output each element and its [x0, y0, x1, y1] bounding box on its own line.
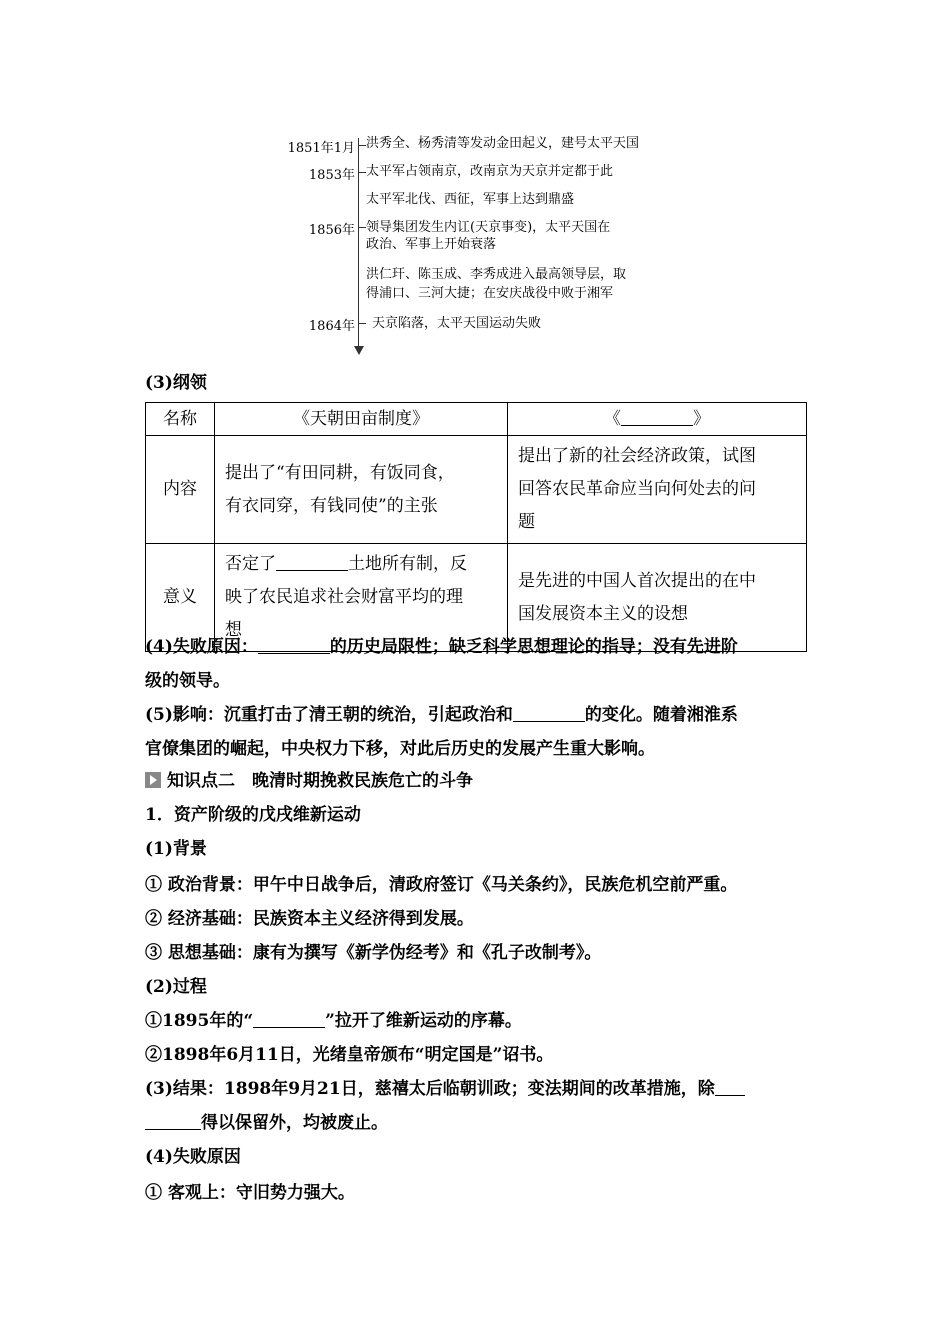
text-span: (5)影响：沉重打击了清王朝的统治，引起政治和: [145, 705, 513, 725]
timeline-axis: [358, 138, 359, 348]
fill-blank[interactable]: [253, 1007, 325, 1028]
text-span: 的历史局限性；缺乏科学思想理论的指导；没有先进阶: [329, 637, 738, 657]
timeline-tick: [358, 145, 366, 146]
cell-line: 有衣同穿，有钱同使”的主张: [225, 495, 438, 516]
knowledge-point-heading: [145, 764, 810, 798]
result-paragraph: [145, 1072, 810, 1106]
cell-line: 国发展资本主义的设想: [518, 603, 688, 624]
timeline-event: 天京陷落，太平天国运动失败: [372, 316, 542, 331]
text-span: ”拉开了维新运动的序幕。: [325, 1011, 522, 1031]
timeline-event: 得浦口、三河大捷；在安庆战役中败于湘军: [366, 286, 614, 301]
background-item: ① 政治背景：甲午中日战争后，清政府签订《马关条约》，民族危机空前严重。: [145, 875, 738, 895]
timeline-tick: [358, 227, 366, 228]
cell-line: 提出了“有田同耕，有饭同食，: [225, 462, 455, 483]
cell-text: 否定了: [225, 554, 276, 574]
cell-line: 回答农民革命应当向何处去的问: [518, 479, 756, 499]
timeline-tick: [358, 172, 366, 173]
process-item: [145, 1004, 810, 1038]
table-header-cell: [508, 403, 807, 436]
timeline-year: 1853年: [308, 168, 355, 183]
text-span: (4)失败原因：: [145, 637, 258, 657]
background-item: ② 经济基础：民族资本主义经济得到发展。: [145, 909, 474, 929]
bracket-right: 》: [693, 409, 710, 429]
cell-line: 想: [225, 620, 242, 640]
timeline-tick: [358, 323, 366, 324]
timeline-event: 太平军占领南京，改南京为天京并定都于此: [366, 164, 614, 179]
table-header-cell: 《天朝田亩制度》: [215, 403, 508, 436]
timeline-arrow-icon: [354, 346, 364, 355]
text-span: ①1895年的“: [145, 1011, 254, 1031]
timeline-event: 太平军北伐、西征，军事上达到鼎盛: [366, 192, 575, 207]
timeline-event: 洪仁玕、陈玉成、李秀成进入最高领导层，取: [366, 267, 627, 282]
table-header-cell: 名称: [146, 403, 215, 436]
cell-line: 是先进的中国人首次提出的在中: [518, 570, 756, 591]
play-icon: [145, 772, 161, 788]
fill-blank[interactable]: [276, 550, 348, 571]
section-title: 1．资产阶级的戊戌维新运动: [145, 805, 361, 825]
timeline-year: 1851年1月: [287, 141, 355, 156]
text-span: 的变化。随着湘淮系: [584, 705, 738, 725]
table-header-row: [146, 403, 807, 436]
impact-paragraph: [145, 698, 810, 732]
process-label: (2)过程: [145, 977, 207, 997]
timeline-event: 洪秀全、杨秀清等发动金田起义，建号太平天国: [366, 136, 640, 151]
bracket-left: 《: [604, 409, 621, 429]
background-label: (1)背景: [145, 839, 207, 859]
fill-blank[interactable]: [715, 1075, 745, 1096]
text-span: (3)结果：1898年9月21日，慈禧太后临朝训政；变法期间的改革措施，除: [145, 1079, 715, 1099]
fill-blank[interactable]: [258, 633, 330, 654]
cell-line: 提出了新的社会经济政策，试图: [518, 446, 756, 466]
cell-text: 土地所有制，反: [348, 554, 467, 574]
table-cell: [508, 436, 807, 544]
timeline-event: 政治、军事上开始衰落: [366, 237, 497, 252]
fill-blank[interactable]: [145, 1109, 201, 1130]
timeline-year: 1864年: [308, 319, 355, 334]
failure-reason-paragraph: [145, 630, 810, 664]
failure-item: ① 客观上：守旧势力强大。: [145, 1183, 355, 1203]
cell-line: 映了农民追求社会财富平均的理: [225, 587, 463, 607]
taiping-timeline: [280, 128, 700, 363]
section-label-program: (3)纲领: [145, 373, 207, 393]
cell-line: [225, 548, 497, 581]
table-cell: [215, 436, 508, 544]
timeline-year: 1856年: [308, 223, 355, 238]
timeline-event: 领导集团发生内讧(天京事变)，太平天国在: [366, 220, 611, 235]
program-table: [145, 402, 807, 652]
text-span: 得以保留外，均被废止。: [201, 1113, 388, 1133]
fill-blank[interactable]: [513, 701, 585, 722]
cell-line: 题: [518, 512, 535, 532]
result-line2: [145, 1106, 810, 1140]
table-cell: 意义: [146, 544, 215, 652]
table-cell: 内容: [146, 436, 215, 544]
fill-blank[interactable]: [621, 405, 693, 426]
heading-text: 知识点二 晚清时期挽救民族危亡的斗争: [167, 771, 473, 791]
table-row: [146, 436, 807, 544]
failure-label: (4)失败原因: [145, 1147, 241, 1167]
failure-reason-line2: 级的领导。: [145, 671, 230, 691]
background-item: ③ 思想基础：康有为撰写《新学伪经考》和《孔子改制考》。: [145, 943, 602, 963]
impact-line2: 官僚集团的崛起，中央权力下移，对此后历史的发展产生重大影响。: [145, 739, 655, 759]
process-item: ②1898年6月11日，光绪皇帝颁布“明定国是”诏书。: [145, 1045, 554, 1065]
